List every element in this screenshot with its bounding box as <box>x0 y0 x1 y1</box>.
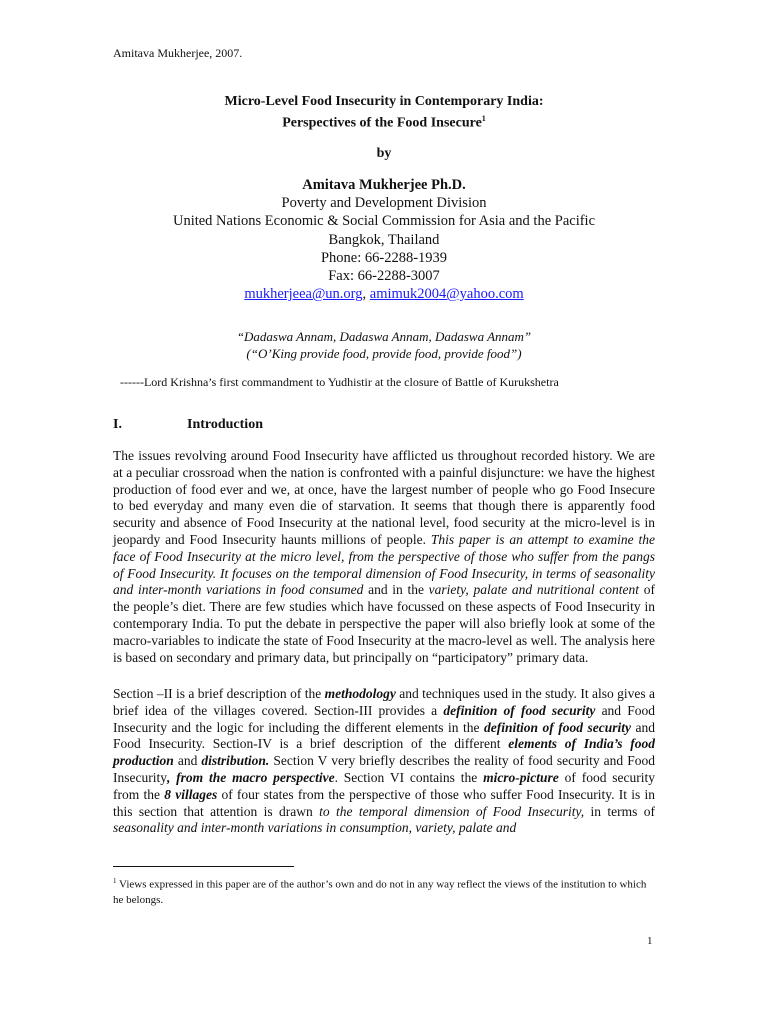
p2-run-emphasis: , from the macro perspective <box>166 769 335 785</box>
author-emails <box>113 285 655 303</box>
footnote-mark: 1 <box>113 877 117 885</box>
p2-run: Section –II is a brief description of the <box>113 686 325 701</box>
email-link-yahoo[interactable]: amimuk2004@yahoo.com <box>369 286 524 303</box>
author-fax: Fax: 66-2288-3007 <box>328 268 440 285</box>
p2-run: Section V very briefly describes the reality of food security and Food Insecurity <box>113 753 655 785</box>
p2-run: and Food Insecurity. Section-IV is a brief description of the different <box>113 719 655 752</box>
section-title: Introduction <box>187 417 263 432</box>
paper-title <box>113 93 655 132</box>
p2-run-emphasis: elements of India’s food production <box>113 736 655 769</box>
author-block <box>113 176 655 303</box>
p2-run-emphasis: micro-picture <box>483 769 559 785</box>
p2-run: and <box>173 753 202 769</box>
p2-run: of food security from the <box>113 769 655 802</box>
p1-run-italic: This paper is an attempt to examine the face of Food Insecurity at the micro level, from the perspective of those who suffer from the pangs of Food Insecurity. It focuses on the temporal dimension of Food Insecurity, in terms of seasonality and inter-month variations in food consumed <box>113 531 655 598</box>
email-link-un[interactable]: mukherjeea@un.org <box>244 286 363 303</box>
epigraph-line-1: “Dadaswa Annam, Dadaswa Annam, Dadaswa Annam” <box>236 329 532 344</box>
section-number: I. <box>113 417 122 432</box>
author-city: Bangkok, Thailand <box>328 231 440 248</box>
author-name: Amitava Mukherjee Ph.D. <box>302 177 466 193</box>
p1-run-italic: variety, palate and nutritional content <box>428 582 640 598</box>
intro-paragraph-2 <box>113 686 655 837</box>
section-heading <box>113 417 263 433</box>
running-head: Amitava Mukherjee, 2007. <box>113 46 243 60</box>
p2-run: and Food Insecurity and the logic for including the different elements in the <box>113 702 655 735</box>
intro-paragraph-1 <box>113 448 655 666</box>
author-organization: United Nations Economic & Social Commission for Asia and the Pacific <box>172 213 596 230</box>
p2-run-italic: to the temporal dimension of Food Insecurity, <box>319 803 585 819</box>
footnote-divider <box>113 866 294 867</box>
p2-run-emphasis: 8 villages <box>164 786 218 802</box>
p2-run: in terms of <box>584 803 655 819</box>
author-division: Poverty and Development Division <box>281 195 487 212</box>
epigraph <box>113 328 655 362</box>
p2-run: . Section VI contains the <box>334 769 484 785</box>
title-line-1: Micro-Level Food Insecurity in Contemporary India: <box>224 94 544 109</box>
p1-run: of the people’s diet. There are few studies which have focussed on these aspects of Food Insecurity in contemporary India. To put the debate in perspective the paper will also briefly look at some of the macro-variables to indicate the state of Food Insecurity at the macro-level as well. The analysis here is based on secondary and primary data, but principally on “participatory” primary data. <box>113 582 655 665</box>
p1-run: The issues revolving around Food Insecurity have afflicted us throughout recorded history. We are at a peculiar crossroad when the nation is confronted with a painful disjuncture: we have the highest production of food ever and we, at once, have the largest number of people who go Food Insecure to bed everyday and many even die of starvation. It seems that though there is apparently food security and absence of Food Insecurity at the national level, food security at the micro-level is in jeopardy and Food Insecurity haunts millions of people. <box>113 448 655 547</box>
p2-run-emphasis: distribution. <box>201 753 270 769</box>
p2-run-italic: seasonality and inter-month variations in consumption, variety, palate and <box>113 820 517 836</box>
byline: by <box>376 146 392 161</box>
footnote <box>113 874 655 908</box>
title-footnote-mark[interactable]: 1 <box>481 114 486 123</box>
p2-run-emphasis: definition of food security <box>483 719 631 735</box>
p2-run-emphasis: definition of food security <box>443 702 596 718</box>
title-line-2 <box>113 110 655 132</box>
epigraph-line-2: (“O’King provide food, provide food, provide food”) <box>246 346 522 361</box>
footnote-text: Views expressed in this paper are of the author’s own and do not in any way reflect the views of the institution to which he belongs. <box>113 878 647 906</box>
author-phone: Phone: 66-2288-1939 <box>320 249 448 266</box>
p2-run: of four states from the perspective of those who suffer Food Insecurity. It is in this section that attention is drawn <box>113 786 655 819</box>
p1-run: and in the <box>363 582 429 598</box>
p2-run-emphasis: methodology <box>324 686 396 701</box>
p2-run: and techniques used in the study. It also gives a brief idea of the villages covered. Section-III provides a <box>113 686 655 718</box>
email-separator: , <box>362 286 370 303</box>
title-line-2-text: Perspectives of the Food Insecure <box>282 115 482 131</box>
page-number: 1 <box>647 935 653 947</box>
epigraph-attribution: ------Lord Krishna’s first commandment to Yudhistir at the closure of Battle of Kurukshetra <box>120 375 559 389</box>
